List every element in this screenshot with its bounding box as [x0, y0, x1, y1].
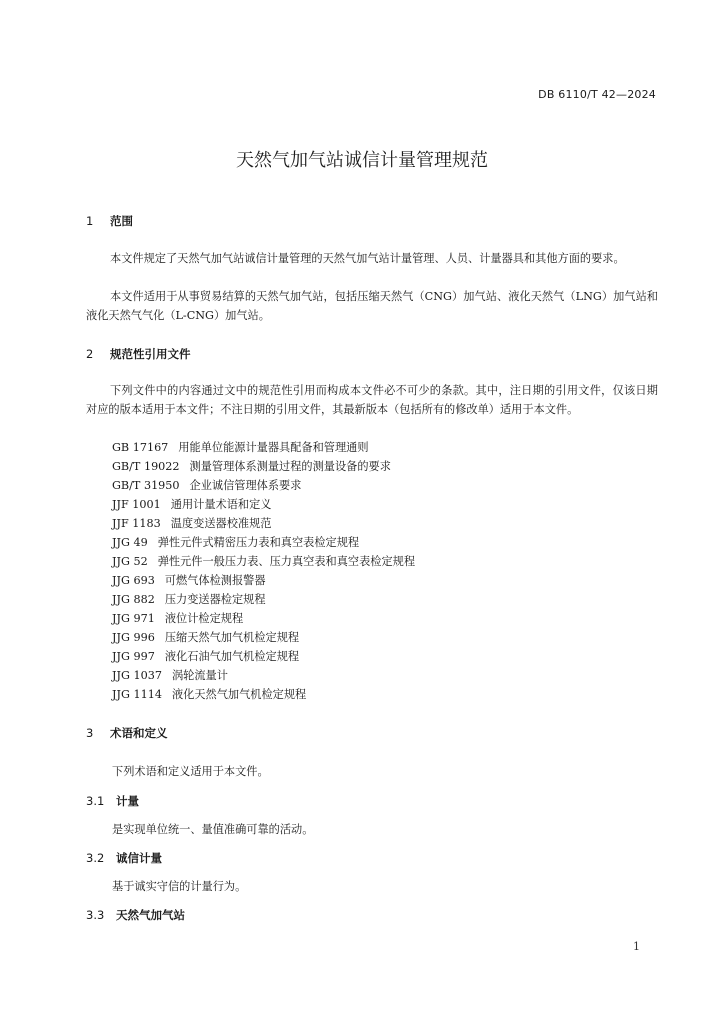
reference-code: JJG 997	[112, 650, 155, 663]
page-number: 1	[633, 940, 640, 953]
scope-paragraph-2: 本文件适用于从事贸易结算的天然气加气站，包括压缩天然气（CNG）加气站、液化天然气（LNG）加气站和液化天然气气化（L-CNG）加气站。	[86, 290, 658, 322]
term-3-2-heading	[86, 850, 162, 866]
reference-item	[112, 457, 415, 476]
term-number: 3.3	[86, 908, 105, 922]
reference-name: 温度变送器校准规范	[170, 517, 272, 530]
reference-item	[112, 533, 415, 552]
term-title: 天然气加气站	[116, 908, 185, 922]
reference-code: JJG 1037	[112, 669, 162, 682]
section-2-heading	[86, 346, 191, 362]
reference-item	[112, 609, 415, 628]
reference-item	[112, 666, 415, 685]
reference-list	[112, 438, 415, 704]
reference-code: JJG 882	[112, 593, 155, 606]
section-title: 规范性引用文件	[110, 347, 191, 361]
reference-code: JJF 1183	[112, 517, 161, 530]
reference-code: GB 17167	[112, 441, 169, 454]
reference-code: GB/T 19022	[112, 460, 180, 473]
term-title: 诚信计量	[116, 851, 162, 865]
reference-item	[112, 438, 415, 457]
term-3-3-heading	[86, 907, 185, 923]
document-title: 天然气加气站诚信计量管理规范	[236, 150, 488, 171]
reference-item	[112, 476, 415, 495]
reference-item	[112, 495, 415, 514]
reference-name: 测量管理体系测量过程的测量设备的要求	[189, 460, 391, 473]
reference-name: 弹性元件式精密压力表和真空表检定规程	[157, 536, 360, 549]
reference-name: 液化石油气加气机检定规程	[164, 650, 300, 663]
reference-code: JJG 693	[112, 574, 155, 587]
reference-item	[112, 552, 415, 571]
reference-name: 液化天然气加气机检定规程	[171, 688, 307, 701]
reference-name: 企业诚信管理体系要求	[189, 479, 302, 492]
reference-name: 压力变送器检定规程	[164, 593, 266, 606]
reference-item	[112, 628, 415, 647]
term-number: 3.1	[86, 794, 105, 808]
section-number: 2	[86, 347, 94, 361]
reference-code: JJG 996	[112, 631, 155, 644]
reference-item	[112, 571, 415, 590]
reference-item	[112, 514, 415, 533]
reference-code: GB/T 31950	[112, 479, 180, 492]
term-3-1-definition: 是实现单位统一、量值准确可靠的活动。	[112, 823, 314, 836]
section-number: 1	[86, 214, 94, 228]
term-number: 3.2	[86, 851, 105, 865]
reference-name: 通用计量术语和定义	[170, 498, 272, 511]
section-3-heading	[86, 725, 168, 741]
normative-references-intro: 下列文件中的内容通过文中的规范性引用而构成本文件必不可少的条款。其中，注日期的引用文件，仅该日期对应的版本适用于本文件；不注日期的引用文件，其最新版本（包括所有的修改单）适用于本文件。	[86, 384, 658, 416]
reference-name: 液位计检定规程	[164, 612, 244, 625]
reference-code: JJG 49	[112, 536, 148, 549]
reference-item	[112, 685, 415, 704]
reference-name: 弹性元件一般压力表、压力真空表和真空表检定规程	[157, 555, 416, 568]
reference-name: 涡轮流量计	[171, 669, 228, 682]
reference-code: JJG 1114	[112, 688, 162, 701]
section-1-heading	[86, 213, 133, 229]
reference-name: 压缩天然气加气机检定规程	[164, 631, 300, 644]
section-number: 3	[86, 726, 94, 740]
reference-code: JJG 52	[112, 555, 148, 568]
reference-name: 可燃气体检测报警器	[164, 574, 266, 587]
reference-code: JJG 971	[112, 612, 155, 625]
term-3-1-heading	[86, 793, 139, 809]
standard-code: DB 6110/T 42—2024	[538, 88, 656, 101]
section-title: 术语和定义	[110, 726, 168, 740]
section-title: 范围	[110, 214, 133, 228]
scope-paragraph-1: 本文件规定了天然气加气站诚信计量管理的天然气加气站计量管理、人员、计量器具和其他方面的要求。	[110, 252, 625, 265]
term-title: 计量	[116, 794, 139, 808]
reference-item	[112, 590, 415, 609]
reference-item	[112, 647, 415, 666]
reference-code: JJF 1001	[112, 498, 161, 511]
terms-intro: 下列术语和定义适用于本文件。	[112, 765, 269, 778]
term-3-2-definition: 基于诚实守信的计量行为。	[112, 880, 247, 893]
reference-name: 用能单位能源计量器具配备和管理通则	[178, 441, 369, 454]
